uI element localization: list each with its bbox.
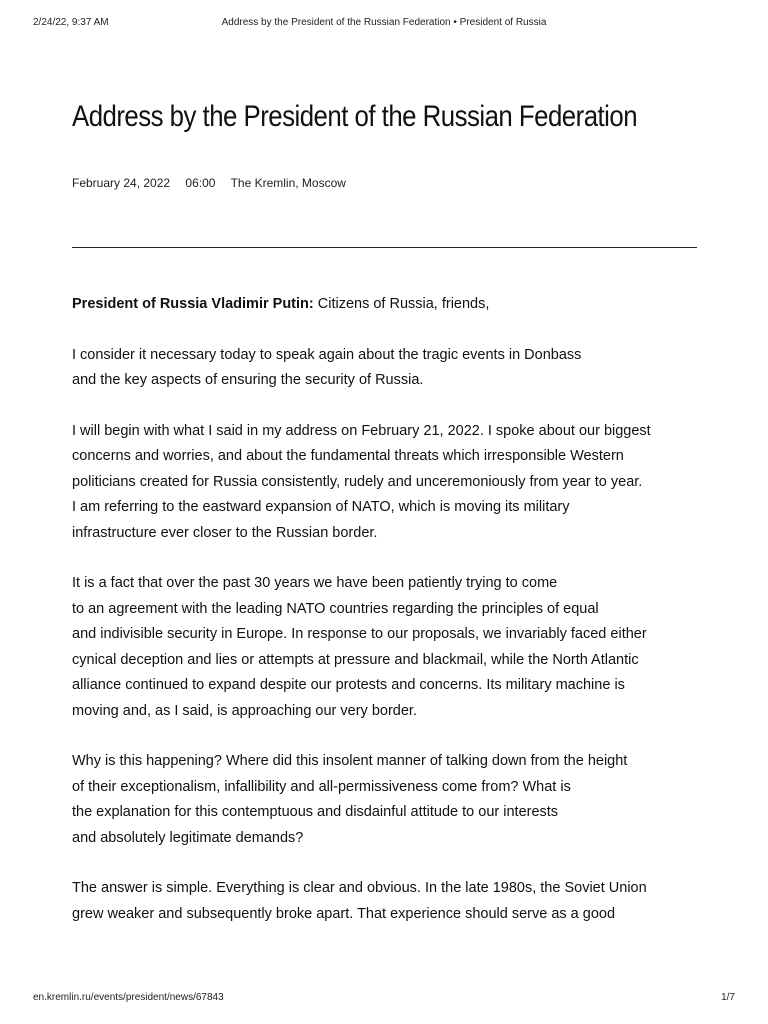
text-line: cynical deception and lies or attempts at pressure and blackmail, while the North Atlantic [72,651,639,668]
title-divider [72,247,697,248]
article-title: Address by the President of the Russian Federation [72,100,638,133]
article-meta [72,176,358,190]
text-line: Why is this happening? Where did this insolent manner of talking down from the height [72,753,628,769]
paragraph [72,749,697,851]
text-line: I will begin with what I said in my address on February 21, 2022. I spoke about our biggest [72,422,651,439]
article-date: February 24, 2022 [72,176,171,190]
paragraph [72,292,697,318]
text-line: and absolutely legitimate demands? [72,829,304,846]
page-url: en.kremlin.ru/events/president/news/67843 [33,992,224,1003]
text-line: I consider it necessary today to speak again about the tragic events in Donbass [72,346,582,363]
print-header [0,17,768,33]
text-line [72,292,697,318]
text-line: of their exceptionalism, infallibility and all-permissiveness come from? What is [72,778,571,795]
text-line: It is a fact that over the past 30 years we have been patiently trying to come [72,575,558,591]
text-line: moving and, as I said, is approaching our very border. [72,702,417,719]
print-date: 2/24/22, 9:37 AM [33,17,109,28]
text-line: alliance continued to expand despite our protests and concerns. Its military machine is [72,677,625,693]
article-body [72,292,697,952]
page-number: 1/7 [721,992,735,1003]
text-line: I am referring to the eastward expansion of NATO, which is moving its military [72,499,570,515]
paragraph [72,343,697,394]
paragraph [72,571,697,724]
paragraph [72,876,697,927]
text-line: concerns and worries, and about the fundamental threats which irresponsible Western [72,448,624,464]
text-line: Citizens of Russia, friends, [317,296,490,312]
speaker-label: President of Russia Vladimir Putin: [72,296,314,312]
text-line: and the key aspects of ensuring the security of Russia. [72,372,424,388]
text-line: and indivisible security in Europe. In response to our proposals, we invariably faced either [72,626,647,642]
text-line: the explanation for this contemptuous and disdainful attitude to our interests [72,804,559,820]
article-time: 06:00 [185,176,216,190]
text-line: to an agreement with the leading NATO countries regarding the principles of equal [72,600,599,617]
text-line: grew weaker and subsequently broke apart. That experience should serve as a good [72,905,616,922]
paragraph [72,419,697,547]
text-line: infrastructure ever closer to the Russian border. [72,524,378,541]
text-line: politicians created for Russia consistently, rudely and unceremoniously from year to year. [72,473,643,490]
article-location: The Kremlin, Moscow [230,176,346,190]
text-line: The answer is simple. Everything is clear and obvious. In the late 1980s, the Soviet Union [72,880,647,896]
print-document-title: Address by the President of the Russian Federation • President of Russia [221,17,547,28]
